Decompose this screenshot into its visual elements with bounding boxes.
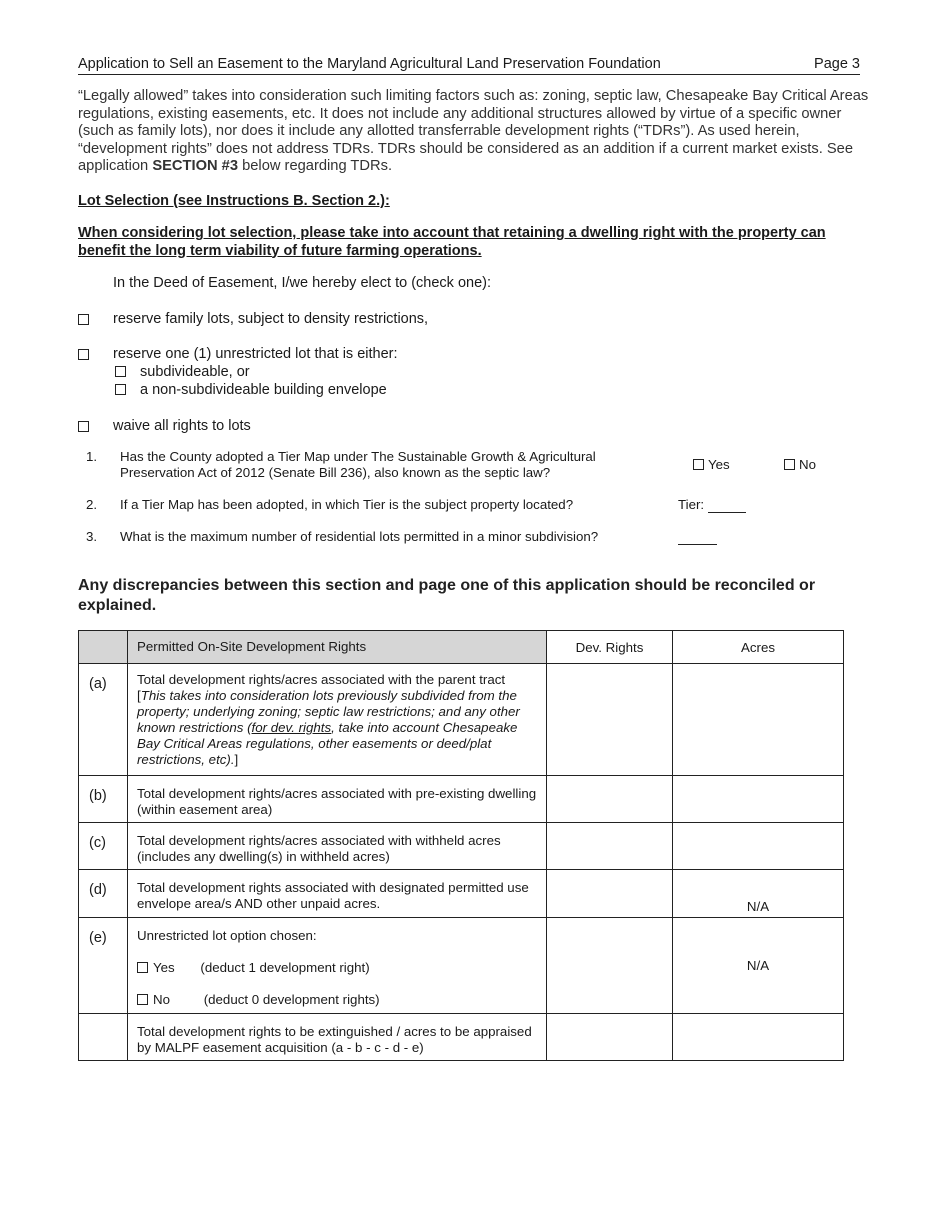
option-subdivideable[interactable] [115,364,250,380]
row-d-dev-input[interactable] [547,870,673,918]
question-3-text: What is the maximum number of residential lots permitted in a minor subdivision? [120,529,599,544]
header-acres: Acres [673,631,844,664]
total-label-cell [79,1014,128,1061]
question-3-number: 3. [86,529,98,544]
header-desc: Permitted On-Site Development Rights [137,639,367,654]
row-c-label: (c) [89,835,106,851]
minor-subdivision-answer [678,529,717,545]
unrestricted-lot-label: reserve one (1) unrestricted lot that is either: [113,346,398,362]
row-e-yes-note: (deduct 1 development right) [200,960,370,975]
option-non-subdivideable[interactable] [115,382,387,398]
intro-section-ref: SECTION #3 [152,158,239,174]
row-a-acres-input[interactable] [673,664,844,776]
row-d-acres-na: N/A [746,899,770,914]
question-2-number: 2. [86,497,98,512]
tier-input[interactable] [708,497,746,513]
waive-lots-label: waive all rights to lots [113,418,251,434]
header-dev-rights: Dev. Rights [547,631,673,664]
row-a-dev-input[interactable] [547,664,673,776]
development-rights-table [78,630,844,1061]
table-row-total [79,1014,844,1061]
table-row-a [79,664,844,776]
intro-text-2: below regarding TDRs. [238,158,393,174]
row-b-dev-input[interactable] [547,776,673,823]
row-e-yes-option[interactable] [137,960,538,976]
elect-instruction: In the Deed of Easement, I/we hereby elect to (check one): [113,275,492,291]
row-a-label: (a) [89,676,107,692]
tier-map-no-label: No [799,457,816,472]
row-e-no-checkbox[interactable] [137,994,148,1005]
tier-map-yes-label: Yes [708,457,730,472]
row-e-no-label: No [153,992,170,1007]
row-d-desc: Total development rights associated with designated permitted use envelope area/s AND other unpaid acres. [137,880,529,911]
table-header-row [79,631,844,664]
total-acres-input[interactable] [673,1014,844,1061]
row-a-ital-underline: for dev. rights [251,720,332,735]
tier-answer [678,497,746,513]
row-e-desc [128,918,546,1012]
header-desc-cell [128,631,547,664]
row-e-text: Unrestricted lot option chosen: [137,928,317,943]
row-a-open-bracket: [ [137,688,141,703]
total-dev-input[interactable] [547,1014,673,1061]
question-2-text: If a Tier Map has been adopted, in which Tier is the subject property located? [120,497,574,512]
row-a-ital2: , take into account Chesapeake Bay Critical Areas regulations, other easements or deed/plat restrictions, etc). [137,720,518,767]
tier-map-yes-checkbox[interactable] [693,459,704,470]
question-1-number: 1. [86,449,98,464]
header-label-cell [79,631,128,664]
waive-lots-checkbox[interactable] [78,421,89,432]
header-title: Application to Sell an Easement to the Maryland Agricultural Land Preservation Foundation [78,56,661,72]
page-header [78,56,860,75]
minor-subdivision-input[interactable] [678,529,717,545]
non-subdivideable-checkbox[interactable] [115,384,126,395]
row-b-label: (b) [89,788,107,804]
row-e-no-note: (deduct 0 development rights) [203,992,380,1007]
tier-map-yes[interactable] [693,457,730,472]
row-e-no-option[interactable] [137,992,538,1008]
row-e-yes-checkbox[interactable] [137,962,148,973]
non-subdivideable-label: a non-subdivideable building envelope [140,382,387,398]
tier-map-no-checkbox[interactable] [784,459,795,470]
row-c-dev-input[interactable] [547,823,673,870]
tier-label: Tier: [678,497,705,512]
row-e-acres-na: N/A [746,958,770,973]
row-a-line1: Total development rights/acres associated with the parent tract [137,672,506,687]
row-e-label: (e) [89,930,107,946]
intro-paragraph [78,88,870,176]
row-a-desc [128,664,546,772]
row-e-yes-label: Yes [153,960,175,975]
table-row-d [79,870,844,918]
row-e-dev-input[interactable] [547,918,673,1014]
table-row-e [79,918,844,1014]
row-b-acres-input[interactable] [673,776,844,823]
lot-selection-warning: When considering lot selection, please take into account that retaining a dwelling right with the property can benefit the long term viability of future farming operations. [78,225,826,259]
question-1-text: Has the County adopted a Tier Map under The Sustainable Growth & Agricultural Preservation Act of 2012 (Senate Bill 236), also known as the septic law? [120,449,596,480]
unrestricted-lot-checkbox[interactable] [78,349,89,360]
page-number: Page 3 [814,56,860,72]
table-row-b [79,776,844,823]
row-d-label: (d) [89,882,107,898]
subdivideable-label: subdivideable, or [140,364,250,380]
row-c-desc: Total development rights/acres associated with withheld acres (includes any dwelling(s) in withheld acres) [137,833,501,864]
tier-map-no[interactable] [784,457,816,472]
row-a-ital1: This takes into consideration lots previously subdivided from the property; underlying zoning; septic law restrictions; and any other known restrictions ( [137,688,520,735]
lot-selection-heading: Lot Selection (see Instructions B. Section 2.): [78,193,390,209]
row-c-acres-input[interactable] [673,823,844,870]
row-a-close-bracket: ] [234,752,239,767]
row-b-desc: Total development rights/acres associated with pre-existing dwelling (within easement area) [137,786,537,817]
discrepancy-notice: Any discrepancies between this section and page one of this application should be reconciled or explained. [78,577,816,614]
family-lots-checkbox[interactable] [78,314,89,325]
family-lots-label: reserve family lots, subject to density restrictions, [113,311,429,327]
total-desc: Total development rights to be extinguished / acres to be appraised by MALPF easement acquisition (a - b - c - d - e) [137,1024,532,1055]
intro-text-1: “Legally allowed” takes into consideration such limiting factors such as: zoning, septic law, Chesapeake Bay Critical Areas regulations, existing easements, etc. It does not include any additional structures allowed by virtue of a specific owner (such as family lots), nor does it include any allotted transferrable development rights (“TDRs”). As used herein, “development rights” does not address TDRs. TDRs should be considered as an addition if a current market exists. See application [78,88,869,174]
table-row-c [79,823,844,870]
subdivideable-checkbox[interactable] [115,366,126,377]
